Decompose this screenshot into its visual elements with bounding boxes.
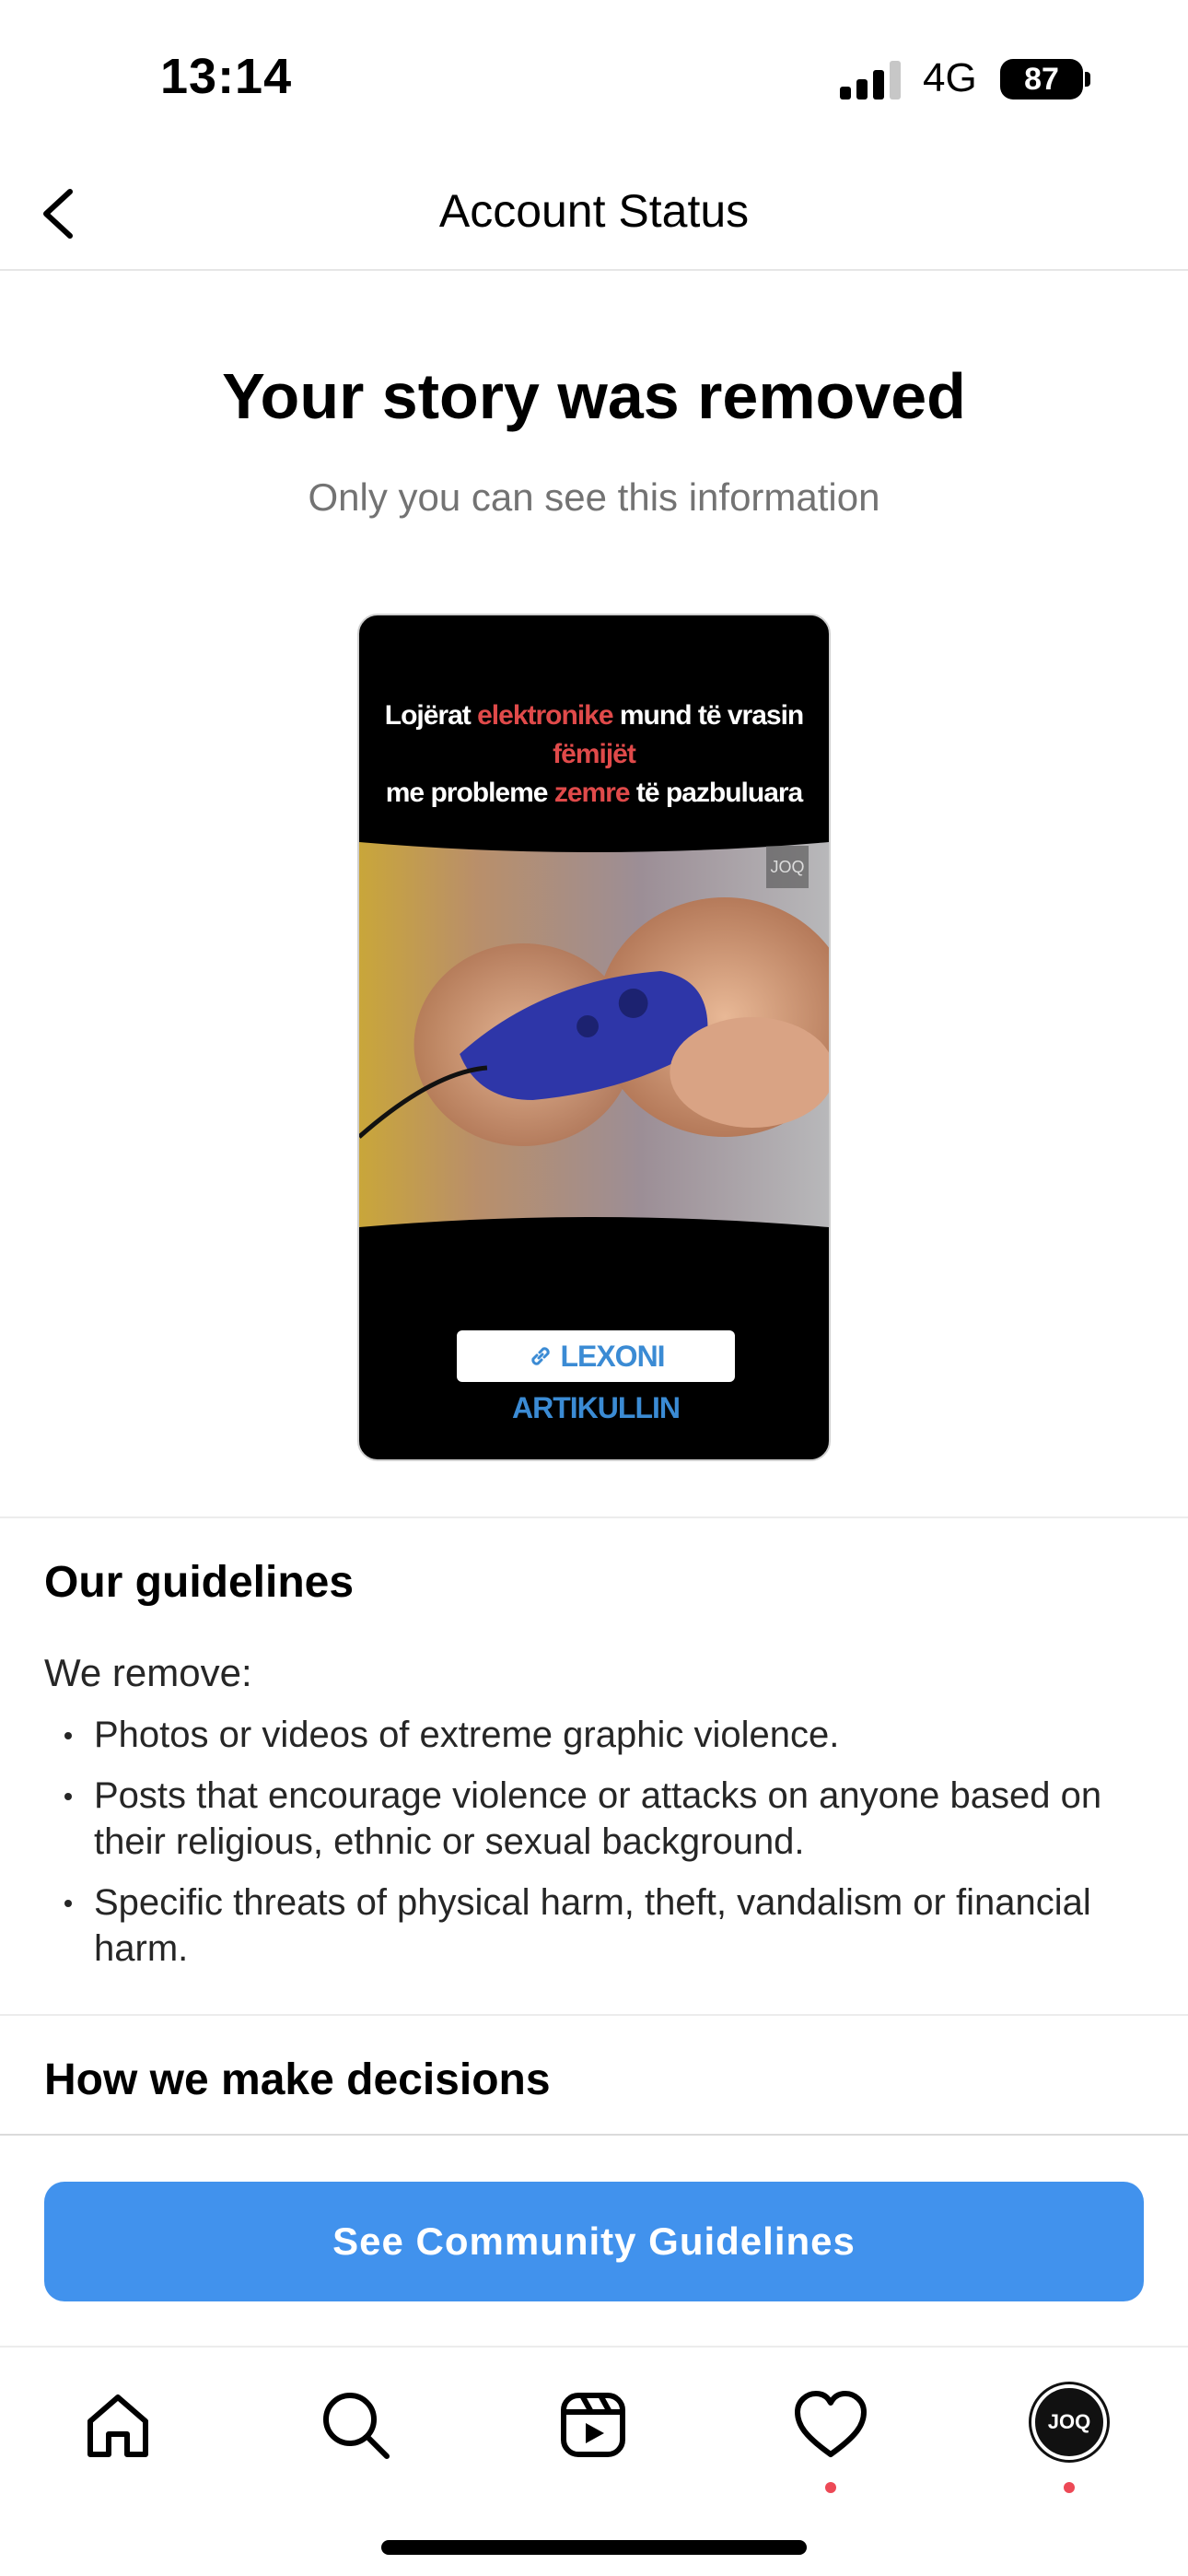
- home-icon: [74, 2381, 162, 2469]
- guidelines-title: Our guidelines: [44, 1558, 355, 1607]
- list-item: [44, 1879, 1131, 1972]
- privacy-note: Only you can see this information: [308, 475, 880, 519]
- guidelines-intro: We remove:: [44, 1651, 252, 1694]
- search-icon: [311, 2381, 400, 2469]
- guideline-text: Specific threats of physical harm, theft, vandalism or financial harm.: [94, 1882, 1091, 1969]
- list-item: [44, 1712, 1131, 1758]
- status-time: 13:14: [160, 49, 293, 104]
- battery-icon: 87: [1000, 59, 1083, 100]
- tab-home[interactable]: [74, 2381, 162, 2469]
- story-headline: [359, 697, 829, 813]
- story-headline-part: Lojërat: [384, 700, 478, 731]
- story-headline-highlight: elektronike: [477, 700, 613, 731]
- status-bar: [0, 0, 1188, 157]
- header: [0, 157, 1188, 271]
- story-link-label: LEXONI ARTIKULLIN: [512, 1340, 680, 1424]
- profile-notification-dot: [1064, 2482, 1075, 2493]
- story-photo: [359, 842, 829, 1227]
- story-preview[interactable]: [357, 614, 831, 1461]
- network-type: 4G: [923, 55, 977, 100]
- community-guidelines-button[interactable]: See Community Guidelines: [44, 2182, 1144, 2301]
- activity-notification-dot: [825, 2482, 836, 2493]
- tab-activity[interactable]: [786, 2381, 875, 2469]
- battery-tip: [1085, 72, 1090, 87]
- reels-icon: [549, 2381, 637, 2469]
- home-indicator[interactable]: [381, 2540, 807, 2555]
- page-title: Account Status: [438, 185, 750, 237]
- guideline-text: Photos or videos of extreme graphic violence.: [94, 1715, 840, 1755]
- signal-icon: [840, 61, 904, 100]
- story-headline-highlight: zemre: [553, 778, 630, 808]
- decisions-title: How we make decisions: [44, 2055, 551, 2104]
- bullet-icon: [64, 1793, 72, 1800]
- bullet-icon: [64, 1732, 72, 1739]
- link-icon: [527, 1342, 554, 1370]
- guideline-text: Posts that encourage violence or attacks on anyone based on their religious, ethnic or sexual background.: [94, 1775, 1102, 1862]
- bullet-icon: [64, 1900, 72, 1907]
- tab-reels[interactable]: [549, 2381, 637, 2469]
- divider: [0, 1516, 1188, 1518]
- story-headline-part: me probleme: [385, 778, 554, 808]
- divider: [0, 2014, 1188, 2016]
- watermark-logo: JOQ: [766, 846, 809, 888]
- heart-icon: [786, 2381, 875, 2469]
- tab-search[interactable]: [311, 2381, 400, 2469]
- story-link-sticker[interactable]: [457, 1330, 735, 1424]
- divider: [0, 2134, 1188, 2136]
- list-item: [44, 1773, 1131, 1865]
- story-headline-highlight: fëmijët: [553, 739, 635, 769]
- removal-headline: Your story was removed: [222, 360, 966, 432]
- story-headline-part: të pazbuluara: [629, 778, 803, 808]
- avatar[interactable]: JOQ: [1031, 2384, 1107, 2460]
- story-headline-part: mund të vrasin: [612, 700, 804, 731]
- guidelines-list: [44, 1712, 1131, 1986]
